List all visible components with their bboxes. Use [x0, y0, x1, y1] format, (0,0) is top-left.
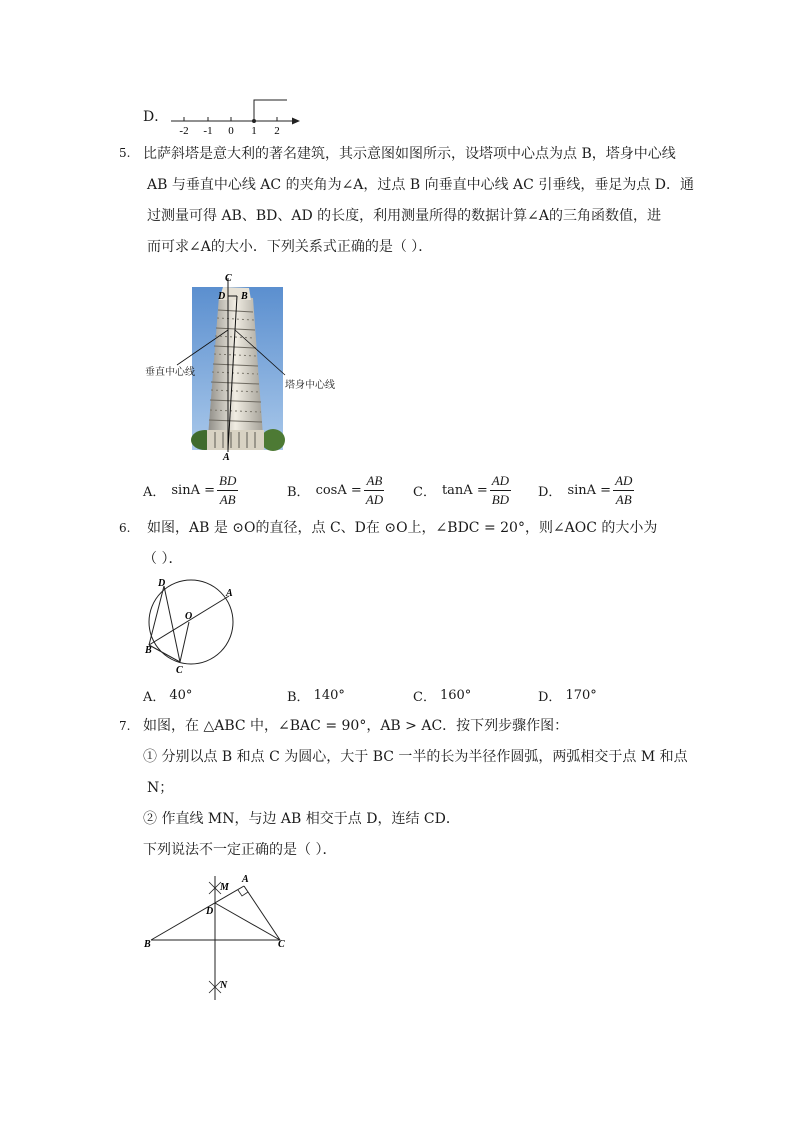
label-o: O [185, 611, 193, 622]
option-func: sinA = [567, 483, 612, 498]
option-value: 160° [439, 688, 472, 703]
option-label: A． [143, 485, 166, 500]
q6-option-c[interactable] [413, 686, 471, 705]
label-vertical-centerline: 垂直中心线 [145, 367, 195, 378]
fraction [490, 472, 511, 509]
q7-question: 下列说法不一定正确的是（ ）． [143, 842, 337, 858]
q5-option-a[interactable] [143, 472, 238, 509]
q6-circle-figure [140, 574, 245, 678]
q7-step-2: ② 作直线 MN，与边 AB 相交于点 D，连结 CD． [143, 811, 460, 827]
label-a: A [242, 874, 249, 885]
tick-label: 0 [228, 125, 234, 137]
option-label: B． [287, 690, 310, 705]
q6-number: 6. [119, 521, 131, 535]
label-b: B [144, 939, 151, 950]
option-label: C． [413, 690, 436, 705]
q6-option-a[interactable] [143, 686, 192, 705]
tick-label: -2 [179, 125, 189, 137]
q7-step-1b: N； [147, 780, 174, 796]
option-value: 170° [565, 688, 597, 703]
fraction-numerator: AB [364, 472, 384, 491]
fraction-denominator: BD [491, 492, 510, 507]
label-n: N [220, 980, 228, 991]
q6-option-b[interactable] [287, 686, 345, 705]
option-func: cosA = [315, 483, 362, 498]
q5-line-1: 比萨斜塔是意大利的著名建筑，其示意图如图所示，设塔项中心点为点 B，塔身中心线 [143, 146, 676, 162]
label-m: M [220, 882, 229, 893]
tick-label: 2 [274, 125, 280, 137]
label-c: C [225, 273, 232, 284]
q4-number-line [165, 96, 305, 138]
option-func: tanA = [441, 483, 488, 498]
label-d: D [206, 906, 214, 917]
q7-step-1a: ① 分别以点 B 和点 C 为圆心，大于 BC 一半的长为半径作圆弧，两弧相交于点 M 和点 [143, 749, 688, 765]
q5-option-d[interactable] [538, 472, 634, 509]
option-label: B． [287, 485, 310, 500]
fraction-numerator: AD [490, 472, 511, 491]
q5-tower-figure [145, 270, 345, 462]
q7-line-1: 如图，在 △ABC 中，∠BAC = 90°，AB > AC．按下列步骤作图： [143, 718, 569, 734]
q5-number: 5. [119, 146, 131, 160]
fraction [613, 472, 634, 509]
fraction [364, 472, 385, 509]
option-value: 40° [169, 688, 193, 703]
option-label: D． [538, 485, 562, 500]
fraction [217, 472, 238, 509]
label-a: A [223, 452, 230, 462]
q5-option-c[interactable] [413, 472, 511, 509]
q4-option-d-label: D． [143, 109, 169, 125]
option-label: A． [143, 690, 166, 705]
q6-line-2: （ ）． [143, 551, 183, 567]
fraction-numerator: BD [217, 472, 238, 491]
label-c: C [278, 939, 285, 950]
tick-label: -1 [203, 125, 213, 137]
fraction-denominator: AD [365, 492, 384, 507]
label-b: B [241, 291, 248, 302]
q7-triangle-figure [140, 868, 300, 1006]
q7-number: 7. [119, 719, 131, 733]
q5-line-4: 而可求∠A的大小．下列关系式正确的是（ ）． [147, 239, 433, 255]
option-func: sinA = [171, 483, 216, 498]
option-label: D． [538, 690, 562, 705]
q5-line-2: AB 与垂直中心线 AC 的夹角为∠A，过点 B 向垂直中心线 AC 引垂线，垂足为点 D．通 [147, 177, 694, 193]
fraction-numerator: AD [613, 472, 634, 491]
label-tower-centerline: 塔身中心线 [285, 380, 335, 391]
label-c: C [176, 665, 183, 676]
q5-option-b[interactable] [287, 472, 385, 509]
option-value: 140° [313, 688, 345, 703]
option-label: C． [413, 485, 436, 500]
fraction-denominator: AB [219, 492, 236, 507]
label-d: D [158, 578, 166, 589]
label-a: A [226, 588, 233, 599]
q6-option-d[interactable] [538, 686, 597, 705]
label-b: B [145, 645, 152, 656]
q5-line-3: 过测量可得 AB、BD、AD 的长度，利用测量所得的数据计算∠A的三角函数值，进 [147, 208, 661, 224]
tick-label: 1 [251, 125, 257, 137]
fraction-denominator: AB [615, 492, 632, 507]
label-d: D [218, 291, 226, 302]
q6-line-1: 如图，AB 是 ⊙O的直径，点 C、D在 ⊙O上，∠BDC = 20°，则∠AOC 的大小为 [147, 520, 658, 536]
